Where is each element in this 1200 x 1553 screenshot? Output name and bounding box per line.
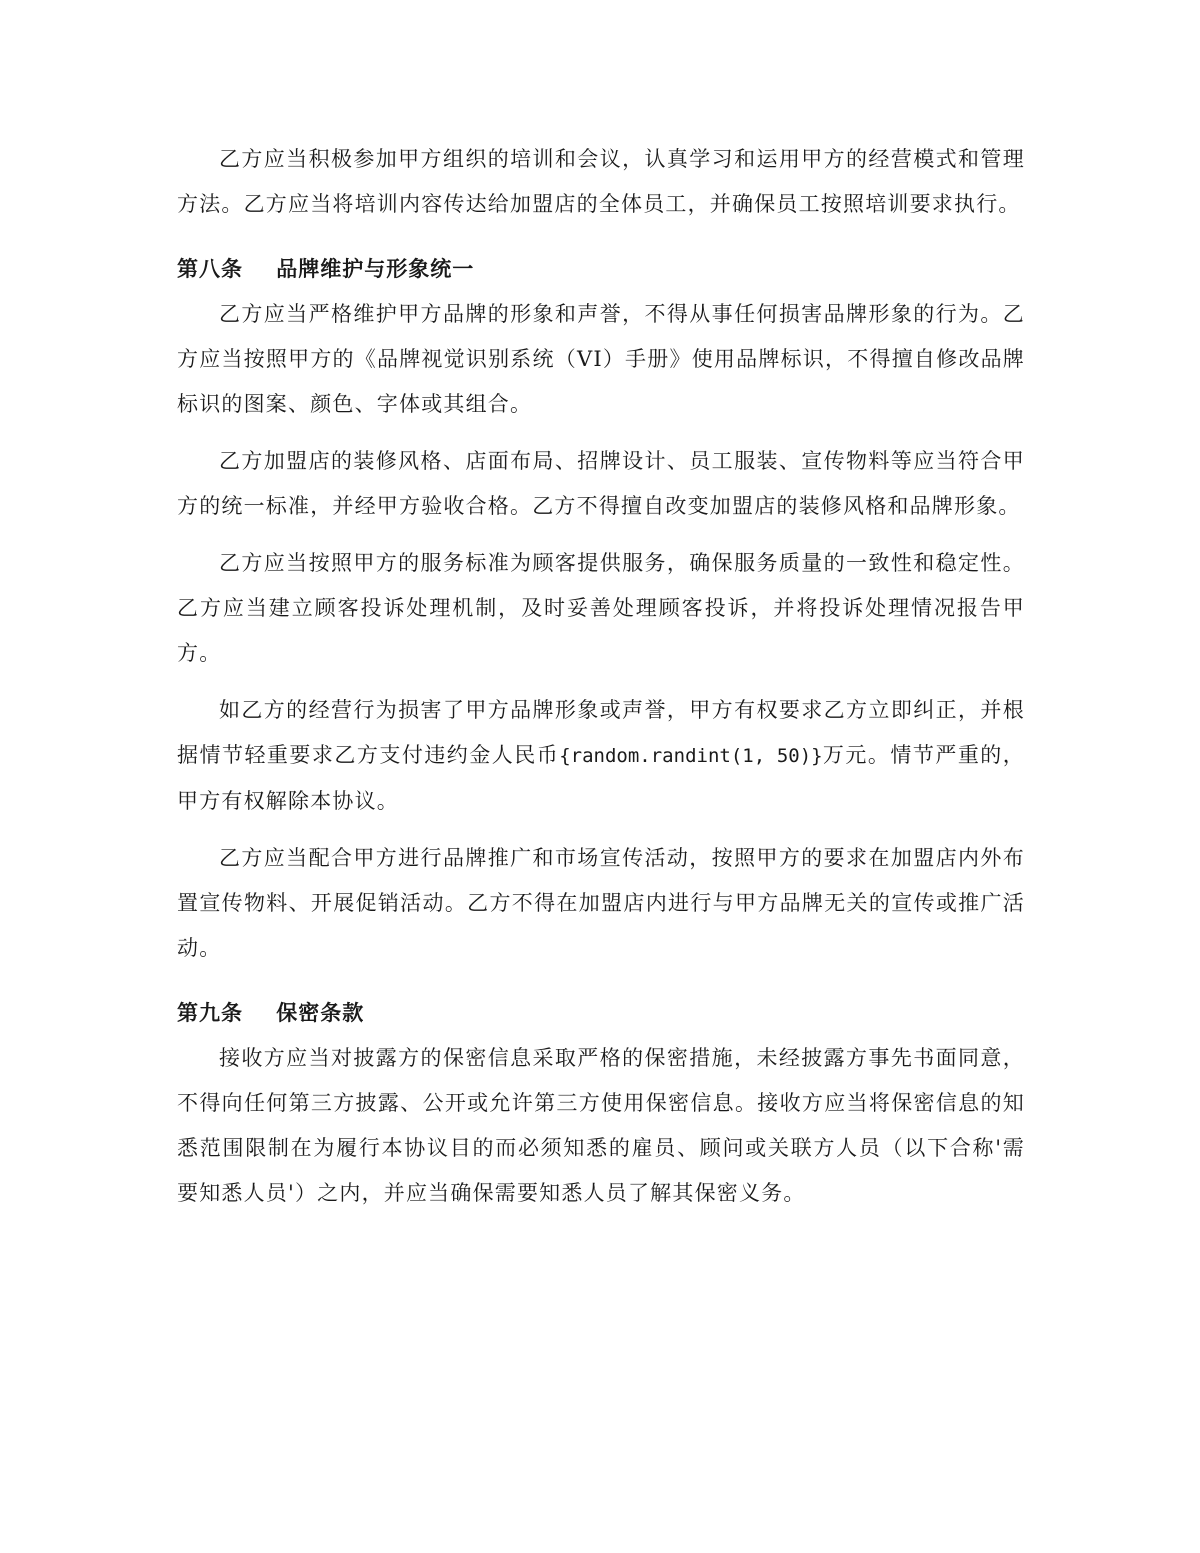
paragraph-brand-maintenance: 乙方应当严格维护甲方品牌的形象和声誉，不得从事任何损害品牌形象的行为。乙方应当按照甲方的《品牌视觉识别系统（VI）手册》使用品牌标识，不得擅自修改品牌标识的图案、颜色、字体或其组合。 — [177, 302, 1025, 416]
paragraph-promotion: 乙方应当配合甲方进行品牌推广和市场宣传活动，按照甲方的要求在加盟店内外布置宣传物料、开展促销活动。乙方不得在加盟店内进行与甲方品牌无关的宣传或推广活动。 — [177, 846, 1025, 960]
document-page — [177, 137, 1025, 1228]
penalty-text-b: 万元。情节严重的，甲方有权解除本协议。 — [177, 743, 1025, 813]
paragraph-training: 乙方应当积极参加甲方组织的培训和会议，认真学习和运用甲方的经营模式和管理方法。乙方应当将培训内容传达给加盟店的全体员工，并确保员工按照培训要求执行。 — [177, 147, 1025, 216]
paragraph-penalty — [177, 688, 1025, 824]
paragraph-store-decoration: 乙方加盟店的装修风格、店面布局、招牌设计、员工服装、宣传物料等应当符合甲方的统一标准，并经甲方验收合格。乙方不得擅自改变加盟店的装修风格和品牌形象。 — [177, 449, 1025, 518]
penalty-text-a: 如乙方的经营行为损害了甲方品牌形象或声誉，甲方有权要求乙方立即纠正，并根据情节轻重要求乙方支付违约金人民币 — [177, 698, 1025, 767]
penalty-amount-placeholder: {random.randint(1, 50)} — [559, 745, 823, 767]
article-8-heading: 第八条 品牌维护与形象统一 — [177, 257, 475, 281]
article-9-heading: 第九条 保密条款 — [177, 1001, 365, 1025]
paragraph-service-standard: 乙方应当按照甲方的服务标准为顾客提供服务，确保服务质量的一致性和稳定性。乙方应当建立顾客投诉处理机制，及时妥善处理顾客投诉，并将投诉处理情况报告甲方。 — [177, 551, 1025, 665]
paragraph-confidentiality: 接收方应当对披露方的保密信息采取严格的保密措施，未经披露方事先书面同意，不得向任何第三方披露、公开或允许第三方使用保密信息。接收方应当将保密信息的知悉范围限制在为履行本协议目的而必须知悉的雇员、顾问或关联方人员（以下合称'需要知悉人员'）之内，并应当确保需要知悉人员了解其保密义务。 — [177, 1046, 1025, 1205]
